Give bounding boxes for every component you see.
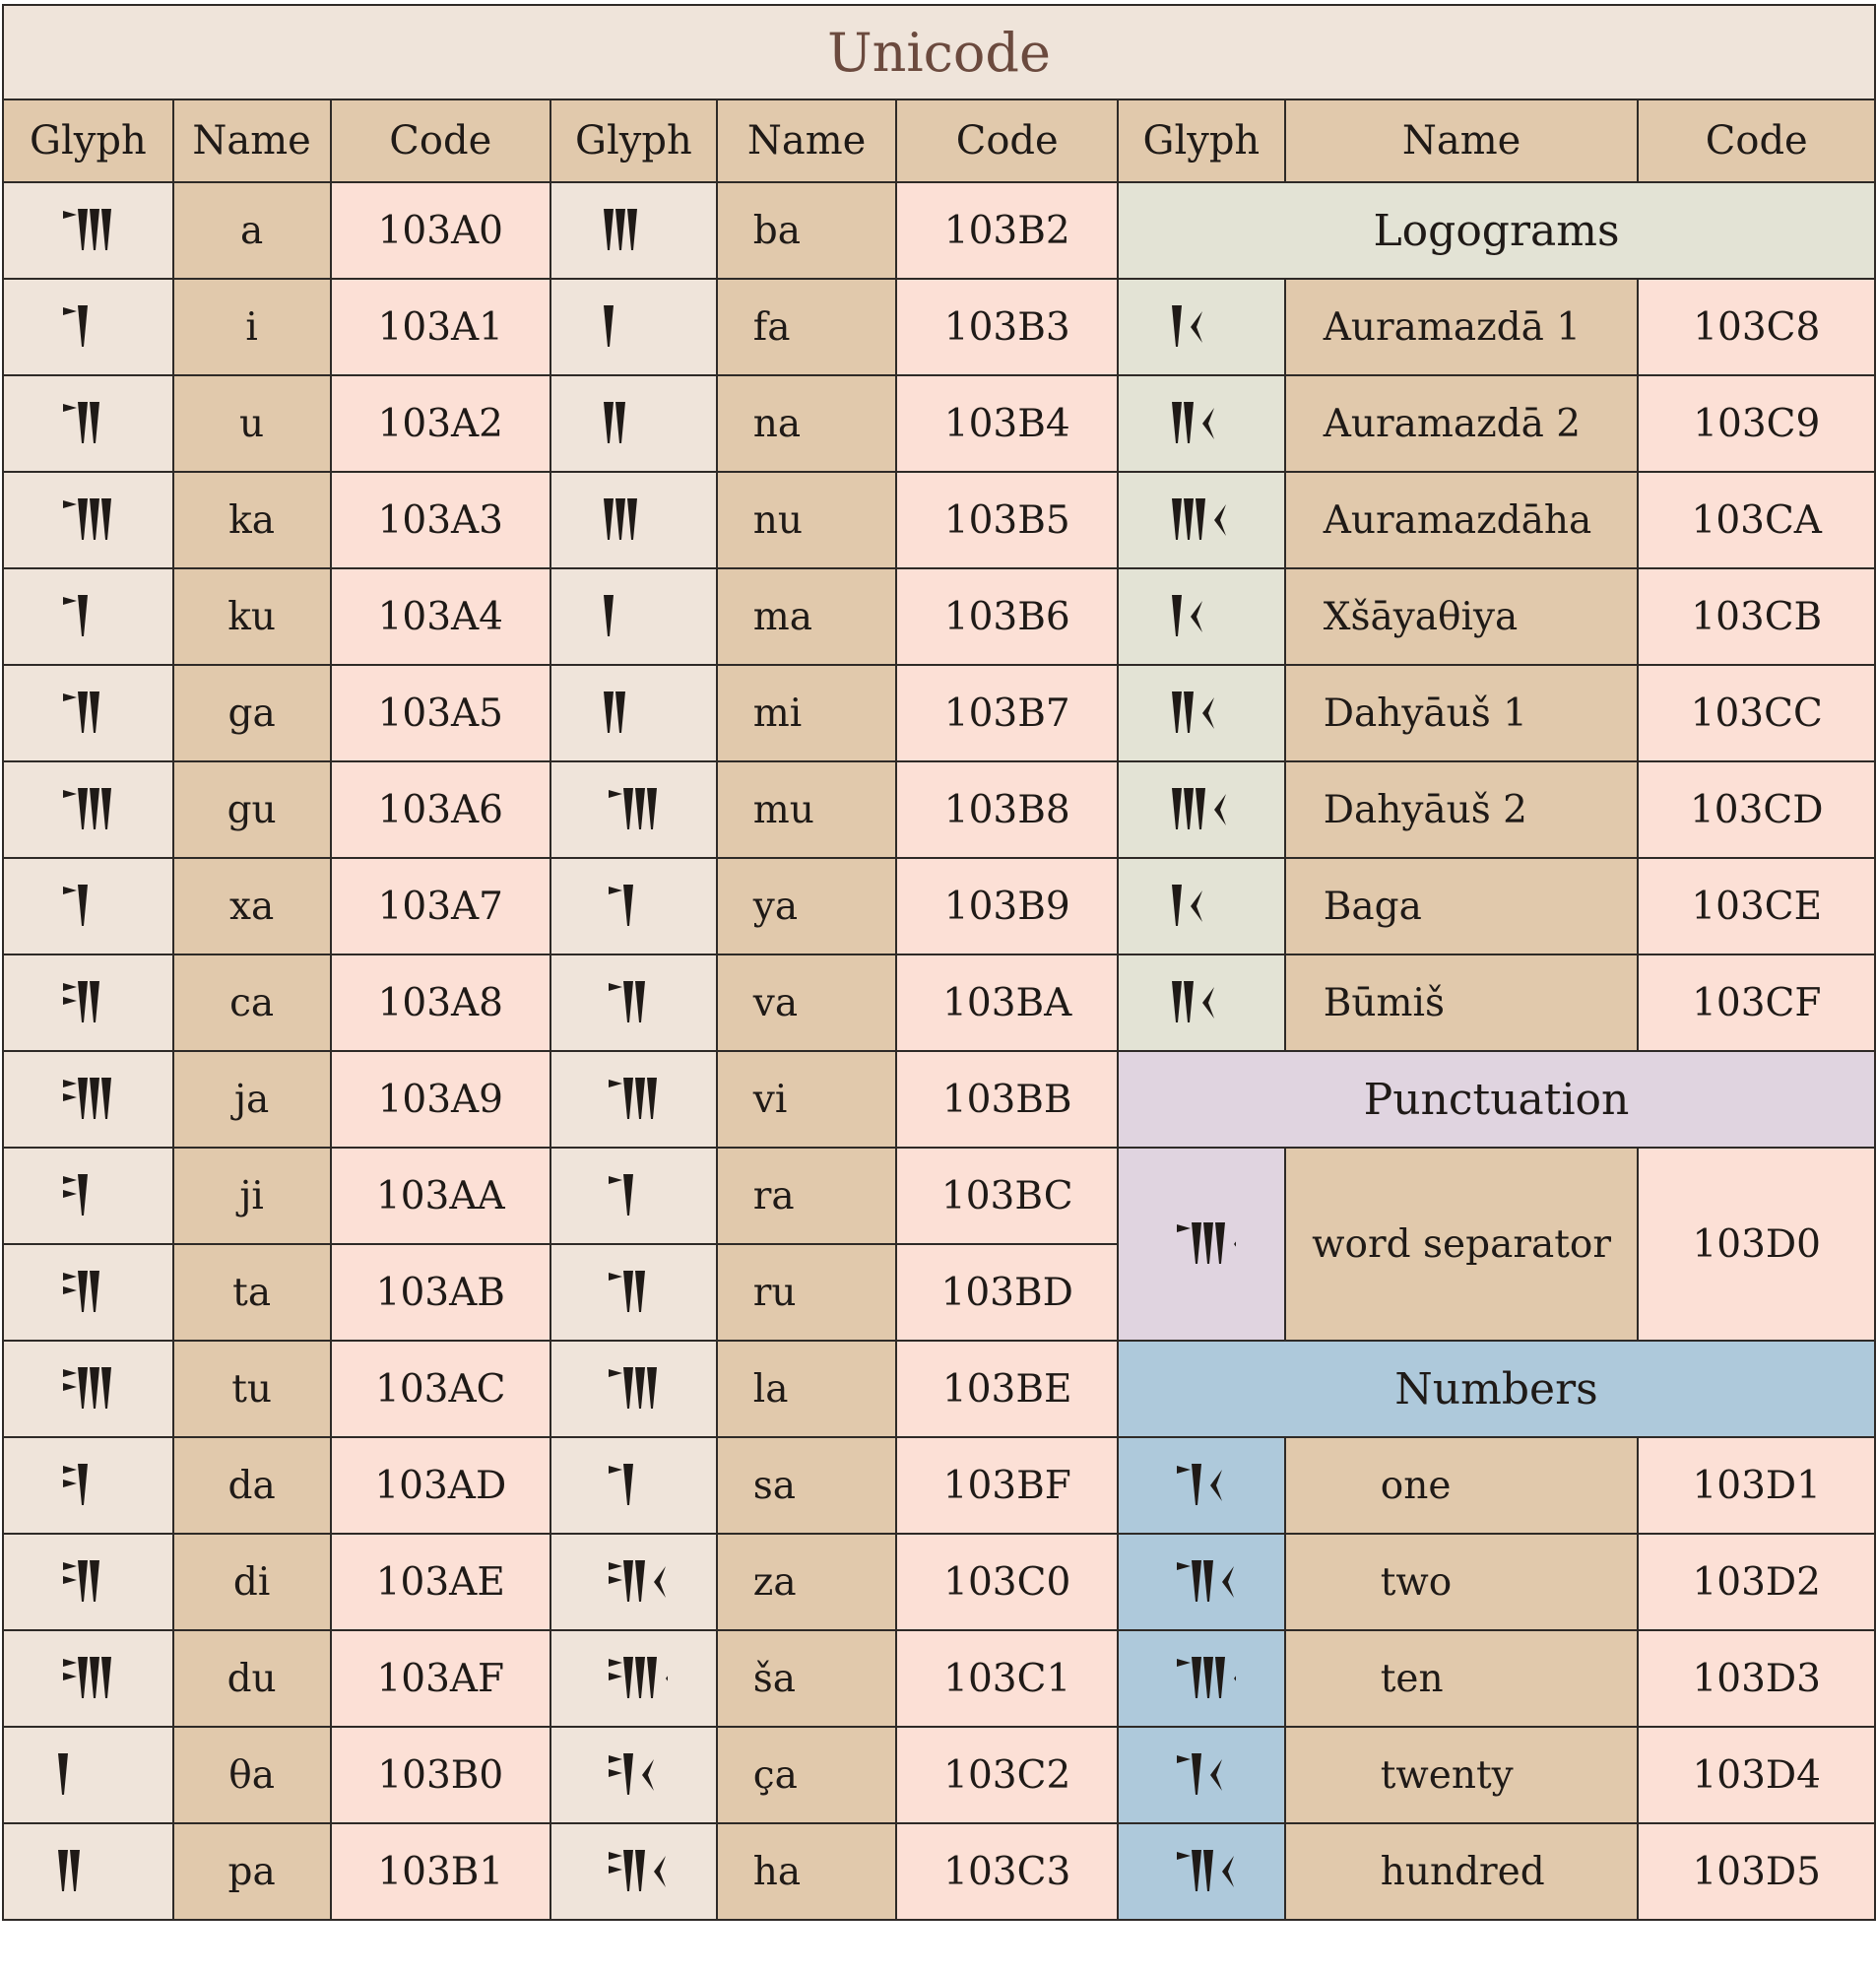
number-glyph-icon <box>1167 1552 1236 1612</box>
code-cell: 103B3 <box>896 279 1118 375</box>
number-glyph-cell <box>1118 1437 1285 1534</box>
glyph-icon <box>599 877 668 936</box>
logogram-name-cell: Dahyāuš 2 <box>1285 761 1639 858</box>
table-row <box>3 1051 1875 1148</box>
glyph-icon <box>53 780 122 839</box>
glyph-cell <box>3 665 173 761</box>
name-cell: di <box>173 1534 331 1630</box>
name-cell: ja <box>173 1051 331 1148</box>
glyph-cell <box>3 1727 173 1823</box>
glyph-icon <box>53 394 122 453</box>
code-cell: 103A4 <box>331 568 551 665</box>
code-cell: 103A5 <box>331 665 551 761</box>
glyph-icon <box>599 201 668 260</box>
table-row <box>3 1534 1875 1630</box>
glyph-cell <box>3 279 173 375</box>
number-name-cell: ten <box>1285 1630 1639 1727</box>
glyph-icon <box>599 1070 668 1129</box>
name-cell: pa <box>173 1823 331 1920</box>
glyph-cell <box>550 1630 717 1727</box>
punctuation-code-cell: 103D0 <box>1638 1148 1875 1341</box>
glyph-cell <box>3 1051 173 1148</box>
glyph-cell <box>550 375 717 472</box>
table-row <box>3 858 1875 954</box>
number-code-cell: 103D4 <box>1638 1727 1875 1823</box>
code-cell: 103BF <box>896 1437 1118 1534</box>
glyph-icon <box>53 684 122 743</box>
glyph-cell <box>550 568 717 665</box>
code-cell: 103C2 <box>896 1727 1118 1823</box>
code-cell: 103BE <box>896 1341 1118 1437</box>
glyph-cell <box>550 665 717 761</box>
glyph-icon <box>599 1456 668 1515</box>
name-cell: ta <box>173 1244 331 1341</box>
logogram-glyph-icon <box>1167 973 1236 1032</box>
logogram-name-cell: Auramazdā 2 <box>1285 375 1639 472</box>
logogram-code-cell: 103C8 <box>1638 279 1875 375</box>
table-row <box>3 954 1875 1051</box>
glyph-cell <box>3 1534 173 1630</box>
glyph-icon <box>599 1842 668 1901</box>
punctuation-glyph-cell <box>1118 1148 1285 1341</box>
number-glyph-icon <box>1167 1649 1236 1708</box>
logogram-glyph-icon <box>1167 491 1236 550</box>
logogram-name-cell: Xšāyaθiya <box>1285 568 1639 665</box>
glyph-cell <box>3 954 173 1051</box>
name-cell: tu <box>173 1341 331 1437</box>
name-cell: ça <box>717 1727 897 1823</box>
name-cell: da <box>173 1437 331 1534</box>
logogram-code-cell: 103CD <box>1638 761 1875 858</box>
name-cell: ya <box>717 858 897 954</box>
code-cell: 103B1 <box>331 1823 551 1920</box>
name-cell: du <box>173 1630 331 1727</box>
logogram-code-cell: 103CB <box>1638 568 1875 665</box>
code-cell: 103A0 <box>331 182 551 279</box>
code-cell: 103A8 <box>331 954 551 1051</box>
glyph-icon <box>599 1166 668 1225</box>
glyph-cell <box>550 1437 717 1534</box>
glyph-icon <box>53 1456 122 1515</box>
glyph-cell <box>3 1437 173 1534</box>
code-cell: 103B5 <box>896 472 1118 568</box>
glyph-icon <box>599 1359 668 1418</box>
code-cell: 103B7 <box>896 665 1118 761</box>
table-row <box>3 665 1875 761</box>
logogram-glyph-icon <box>1167 297 1236 357</box>
glyph-icon <box>599 491 668 550</box>
header-name-2: Name <box>717 99 897 182</box>
number-code-cell: 103D2 <box>1638 1534 1875 1630</box>
glyph-icon <box>599 684 668 743</box>
code-cell: 103AF <box>331 1630 551 1727</box>
number-glyph-cell <box>1118 1630 1285 1727</box>
glyph-icon <box>53 1552 122 1612</box>
name-cell: la <box>717 1341 897 1437</box>
logogram-code-cell: 103C9 <box>1638 375 1875 472</box>
name-cell: a <box>173 182 331 279</box>
number-glyph-icon <box>1167 1745 1236 1805</box>
code-cell: 103B6 <box>896 568 1118 665</box>
code-cell: 103C0 <box>896 1534 1118 1630</box>
glyph-icon <box>599 297 668 357</box>
number-glyph-cell <box>1118 1534 1285 1630</box>
glyph-cell <box>550 858 717 954</box>
glyph-cell <box>550 472 717 568</box>
glyph-icon <box>53 973 122 1032</box>
table-row <box>3 182 1875 279</box>
old-persian-unicode-table <box>2 4 1876 1921</box>
name-cell: vi <box>717 1051 897 1148</box>
header-code-3: Code <box>1638 99 1875 182</box>
code-cell: 103A6 <box>331 761 551 858</box>
logogram-glyph-icon <box>1167 780 1236 839</box>
name-cell: va <box>717 954 897 1051</box>
glyph-icon <box>53 1745 122 1805</box>
name-cell: ga <box>173 665 331 761</box>
code-cell: 103AE <box>331 1534 551 1630</box>
logogram-glyph-cell <box>1118 665 1285 761</box>
glyph-icon <box>599 780 668 839</box>
code-cell: 103C1 <box>896 1630 1118 1727</box>
name-cell: ji <box>173 1148 331 1244</box>
number-name-cell: hundred <box>1285 1823 1639 1920</box>
code-cell: 103AD <box>331 1437 551 1534</box>
header-glyph-1: Glyph <box>3 99 173 182</box>
logogram-name-cell: Baga <box>1285 858 1639 954</box>
glyph-icon <box>53 1166 122 1225</box>
code-cell: 103AC <box>331 1341 551 1437</box>
code-cell: 103BD <box>896 1244 1118 1341</box>
name-cell: θa <box>173 1727 331 1823</box>
number-glyph-icon <box>1167 1842 1236 1901</box>
section-numbers: Numbers <box>1118 1341 1875 1437</box>
code-cell: 103A2 <box>331 375 551 472</box>
logogram-glyph-cell <box>1118 568 1285 665</box>
header-name-3: Name <box>1285 99 1639 182</box>
name-cell: nu <box>717 472 897 568</box>
header-code-2: Code <box>896 99 1118 182</box>
code-cell: 103A7 <box>331 858 551 954</box>
glyph-cell <box>3 761 173 858</box>
glyph-icon <box>53 1842 122 1901</box>
glyph-cell <box>3 472 173 568</box>
header-name-1: Name <box>173 99 331 182</box>
table-row <box>3 761 1875 858</box>
glyph-cell <box>3 1148 173 1244</box>
table-row <box>3 472 1875 568</box>
code-cell: 103B4 <box>896 375 1118 472</box>
glyph-cell <box>550 761 717 858</box>
name-cell: ca <box>173 954 331 1051</box>
name-cell: sa <box>717 1437 897 1534</box>
name-cell: ha <box>717 1823 897 1920</box>
code-cell: 103BB <box>896 1051 1118 1148</box>
glyph-cell <box>3 1341 173 1437</box>
glyph-cell <box>550 1341 717 1437</box>
name-cell: ra <box>717 1148 897 1244</box>
table-row <box>3 568 1875 665</box>
glyph-icon <box>53 877 122 936</box>
table-title: Unicode <box>3 5 1875 99</box>
glyph-icon <box>53 201 122 260</box>
header-code-1: Code <box>331 99 551 182</box>
code-cell: 103B9 <box>896 858 1118 954</box>
table-row <box>3 1727 1875 1823</box>
glyph-cell <box>3 375 173 472</box>
table-row <box>3 1437 1875 1534</box>
glyph-cell <box>3 182 173 279</box>
logogram-name-cell: Auramazdā 1 <box>1285 279 1639 375</box>
name-cell: i <box>173 279 331 375</box>
name-cell: ma <box>717 568 897 665</box>
logogram-code-cell: 103CC <box>1638 665 1875 761</box>
header-glyph-3: Glyph <box>1118 99 1285 182</box>
glyph-cell <box>550 182 717 279</box>
code-cell: 103C3 <box>896 1823 1118 1920</box>
glyph-icon <box>599 1552 668 1612</box>
name-cell: ru <box>717 1244 897 1341</box>
name-cell: za <box>717 1534 897 1630</box>
table-row <box>3 375 1875 472</box>
glyph-icon <box>599 394 668 453</box>
code-cell: 103A1 <box>331 279 551 375</box>
glyph-cell <box>3 1244 173 1341</box>
number-name-cell: two <box>1285 1534 1639 1630</box>
table-row <box>3 1148 1875 1244</box>
logogram-glyph-icon <box>1167 587 1236 646</box>
glyph-icon <box>53 491 122 550</box>
glyph-icon <box>53 1070 122 1129</box>
glyph-icon <box>599 1263 668 1322</box>
number-code-cell: 103D3 <box>1638 1630 1875 1727</box>
punctuation-glyph-icon <box>1167 1215 1236 1274</box>
glyph-cell <box>550 954 717 1051</box>
table-row <box>3 1341 1875 1437</box>
number-name-cell: one <box>1285 1437 1639 1534</box>
glyph-cell <box>550 1148 717 1244</box>
name-cell: mi <box>717 665 897 761</box>
logogram-code-cell: 103CA <box>1638 472 1875 568</box>
name-cell: na <box>717 375 897 472</box>
code-cell: 103AB <box>331 1244 551 1341</box>
number-glyph-cell <box>1118 1823 1285 1920</box>
name-cell: xa <box>173 858 331 954</box>
code-cell: 103BC <box>896 1148 1118 1244</box>
name-cell: u <box>173 375 331 472</box>
code-cell: 103BA <box>896 954 1118 1051</box>
logogram-name-cell: Auramazdāha <box>1285 472 1639 568</box>
code-cell: 103A9 <box>331 1051 551 1148</box>
glyph-cell <box>550 1823 717 1920</box>
name-cell: ku <box>173 568 331 665</box>
glyph-cell <box>550 279 717 375</box>
name-cell: ba <box>717 182 897 279</box>
number-glyph-icon <box>1167 1456 1236 1515</box>
glyph-icon <box>599 1649 668 1708</box>
glyph-icon <box>599 587 668 646</box>
section-punctuation: Punctuation <box>1118 1051 1875 1148</box>
number-glyph-cell <box>1118 1727 1285 1823</box>
name-cell: gu <box>173 761 331 858</box>
number-code-cell: 103D5 <box>1638 1823 1875 1920</box>
glyph-cell <box>550 1534 717 1630</box>
glyph-cell <box>550 1244 717 1341</box>
glyph-cell <box>3 858 173 954</box>
code-cell: 103A3 <box>331 472 551 568</box>
table-row <box>3 1630 1875 1727</box>
number-name-cell: twenty <box>1285 1727 1639 1823</box>
glyph-icon <box>599 1745 668 1805</box>
code-cell: 103B2 <box>896 182 1118 279</box>
table-row <box>3 279 1875 375</box>
header-glyph-2: Glyph <box>550 99 717 182</box>
logogram-name-cell: Dahyāuš 1 <box>1285 665 1639 761</box>
logogram-glyph-cell <box>1118 761 1285 858</box>
name-cell: mu <box>717 761 897 858</box>
section-logograms: Logograms <box>1118 182 1875 279</box>
glyph-icon <box>53 297 122 357</box>
glyph-icon <box>599 973 668 1032</box>
name-cell: ka <box>173 472 331 568</box>
glyph-icon <box>53 1263 122 1322</box>
glyph-cell <box>550 1727 717 1823</box>
code-cell: 103AA <box>331 1148 551 1244</box>
glyph-cell <box>3 568 173 665</box>
logogram-glyph-cell <box>1118 472 1285 568</box>
logogram-glyph-cell <box>1118 279 1285 375</box>
glyph-icon <box>53 1359 122 1418</box>
table-body <box>3 182 1875 1920</box>
logogram-glyph-cell <box>1118 858 1285 954</box>
glyph-icon <box>53 587 122 646</box>
name-cell: ša <box>717 1630 897 1727</box>
code-cell: 103B8 <box>896 761 1118 858</box>
name-cell: fa <box>717 279 897 375</box>
glyph-cell <box>3 1630 173 1727</box>
logogram-name-cell: Būmiš <box>1285 954 1639 1051</box>
glyph-icon <box>53 1649 122 1708</box>
logogram-glyph-icon <box>1167 684 1236 743</box>
logogram-glyph-icon <box>1167 394 1236 453</box>
logogram-glyph-cell <box>1118 375 1285 472</box>
glyph-cell <box>3 1823 173 1920</box>
code-cell: 103B0 <box>331 1727 551 1823</box>
glyph-cell <box>550 1051 717 1148</box>
table-row <box>3 1823 1875 1920</box>
logogram-glyph-icon <box>1167 877 1236 936</box>
logogram-glyph-cell <box>1118 954 1285 1051</box>
number-code-cell: 103D1 <box>1638 1437 1875 1534</box>
logogram-code-cell: 103CE <box>1638 858 1875 954</box>
logogram-code-cell: 103CF <box>1638 954 1875 1051</box>
punctuation-name-cell: word separator <box>1285 1148 1639 1341</box>
